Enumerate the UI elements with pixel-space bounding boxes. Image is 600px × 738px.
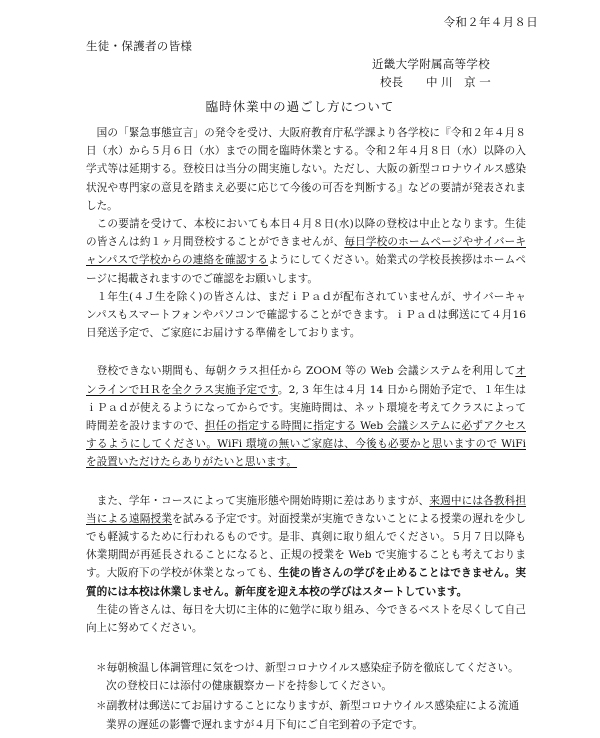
- paragraph-school-closure-text-a: この要請を受けて、本校においても本日４月８日(水)以降の登校は中止となります。生徒の皆さんは約１ヶ月間登校することができませんが、: [86, 218, 526, 249]
- paragraph-online-homeroom: [86, 362, 526, 471]
- paragraph-first-year-ipad: １年生(４Ｊ生を除く)の皆さんは、まだｉＰａｄが配布されていませんが、サイバーキャンパスもスマートフォンやパソコンで確認することができます。ｉＰａｄは郵送にて４月16日発送予定で、ご家庭にお届けする準備をしております。: [86, 290, 526, 340]
- notice-title: 臨時休業中の過ごし方について: [205, 99, 395, 114]
- addressee: 生徒・保護者の皆様: [86, 39, 193, 53]
- paragraph-online-homeroom-emphasis-2: 担任の指定する時間に指定する Web 会議システムに必ずアクセスするようにしてください。WiFi 環境の無いご家庭は、今後も必要かと思いますので WiFi を設置いただけたらありがたいと思います。: [86, 420, 526, 469]
- paragraph-remote-lessons-emphasis: 来週中には各教科担当による遠隔授業: [86, 494, 527, 525]
- paragraph-school-closure-emphasis: 毎日学校のホームページやサイバーキャンパスで学校からの連絡を確認する: [86, 236, 526, 267]
- paragraph-school-closure: [86, 215, 526, 288]
- sender-school: 近畿大学附属高等学校: [372, 57, 490, 71]
- paragraph-online-homeroom-text-a: 登校できない期間も、毎朝クラス担任から ZOOM 等の Web 会議システムを利用して: [96, 365, 516, 378]
- note-materials-delivery: ＊副教材は郵送にてお届けすることになりますが、新型コロナウイルス感染症による流通業界の遅延の影響で遅れますが４月下旬にご自宅到着の予定です。: [96, 700, 520, 731]
- paragraph-self-improvement: 生徒の皆さんは、毎日を大切に主体的に勉学に取り組み、今できるベストを尽くして自己向上に努めてください。: [86, 603, 526, 635]
- paragraph-emergency-declaration: 国の「緊急事態宣言」の発令を受け、大阪府教育庁私学課より各学校に『令和２年４月８日（水）から５月６日（水）までの間を臨時休業とする。令和２年４月８日（水）以降の入学式等は延期する。登校日は当分の間実施しない。ただし、大阪の新型コロナウイルス感染状況や専門家の意見を踏まえ必要に応じて今後の可否を判断する』などの要請が発表されました。: [86, 127, 526, 212]
- paragraph-remote-lessons: [86, 492, 526, 601]
- issue-date: 令和２年４月８日: [443, 15, 538, 29]
- paragraph-online-homeroom-emphasis-1: オンラインでＨＲを全クラス実施予定です: [86, 365, 526, 396]
- paragraph-school-closure-text-b: ようにしてください。始業式の学校長挨拶はホームページに掲載されますのでご確認をお願いします。: [86, 254, 527, 285]
- note-health-check: ＊毎朝検温し体調管理に気をつけ、新型コロナウイルス感染症予防を徹底してください。次の登校日には添付の健康観察カードを持参してください。: [96, 662, 519, 693]
- paragraph-remote-lessons-bold: 生徒の皆さんの学びを止めることはできません。実質的には本校は休業しません。新年度を迎え本校の学びはスタートしています。: [86, 567, 526, 598]
- notes-list: [96, 659, 528, 736]
- paragraph-remote-lessons-text-b: を試みる予定です。対面授業が実施できないことによる授業の遅れを少しでも軽減するために行われるものです。是非、真剣に取り組んでください。５月７日以降も休業期間が再延長されることになると、正規の授業を Web で実施することも考えております。大阪府下の学校が休業となっても、: [86, 512, 527, 580]
- paragraph-gap: [86, 342, 526, 362]
- paragraph-gap: [86, 472, 526, 492]
- paragraph-remote-lessons-text-a: また、学年・コースによって実施形態や開始時期に差はありますが、: [96, 494, 430, 507]
- notice-body: [86, 124, 526, 637]
- paragraph-online-homeroom-text-b: 。2, 3 年生は４月 14 日から開始予定で、１年生はｉＰａｄが使えるようになってからです。実施時間は、ネット環境を考えてクラスによって時間差を設けますので、: [86, 383, 526, 433]
- sender-principal: 校長 中 川 京 一: [380, 75, 491, 89]
